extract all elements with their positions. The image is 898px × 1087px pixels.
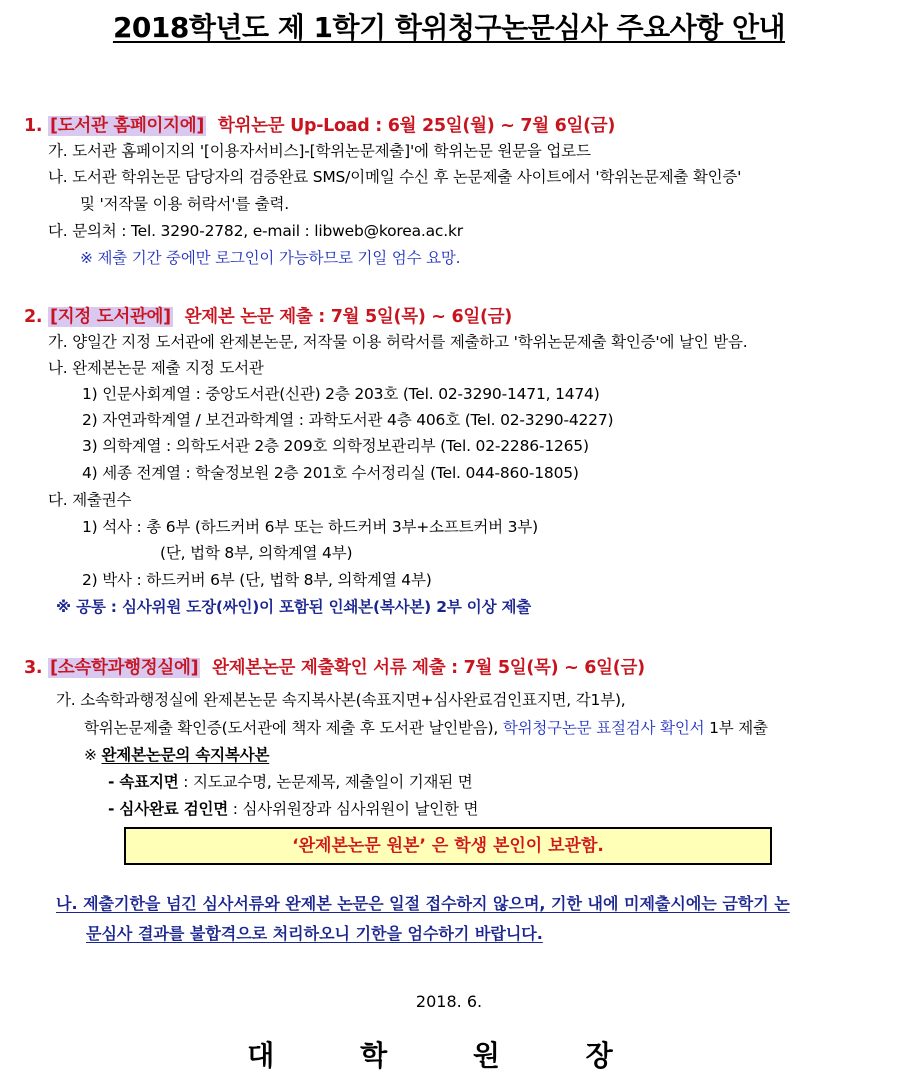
library-item: 2) 자연과학계열 / 보건과학계열 : 과학도서관 4층 406호 (Tel. 02-3290-4227) <box>82 411 614 429</box>
note-title: 완제본논문의 속지복사본 <box>101 746 270 764</box>
section-1-item-ga: 가. 도서관 홈페이지의 '[이용자서비스]-[학위논문제출]'에 학위논문 원문을 업로드 <box>48 142 591 160</box>
document-date: 2018. 6. <box>415 992 483 1011</box>
section-3-item-ga: 가. 소속학과행정실에 완제본논문 속지복사본(속표지면+심사완료검인표지면, 각1부), <box>56 691 626 709</box>
section-1-number: 1. <box>24 116 43 136</box>
library-item: 1) 인문사회계열 : 중앙도서관(신관) 2층 203호 (Tel. 02-3290-1471, 1474) <box>82 385 600 403</box>
cover-page-label: - 속표지면 <box>108 773 179 791</box>
section-3-place: [소속학과행정실에] <box>50 658 199 678</box>
approval-page-text: : 심사위원장과 심사위원이 날인한 면 <box>232 800 479 818</box>
section-2-item-da: 다. 제출권수 <box>48 491 132 509</box>
cover-page-item <box>108 770 473 792</box>
section-2-number: 2. <box>24 307 43 327</box>
section-1-note: ※ 제출 기간 중에만 로그인이 가능하므로 기일 엄수 요망. <box>80 249 461 267</box>
note-mark: ※ <box>84 746 97 764</box>
section-2-place: [지정 도서관에] <box>50 307 171 327</box>
section-2-item-ga: 가. 양일간 지정 도서관에 완제본논문, 저작물 이용 허락서를 제출하고 '학위논문제출 확인증'에 날인 받음. <box>48 333 748 351</box>
section-3-note <box>84 743 269 765</box>
deadline-warning: 나. 제출기한을 넘긴 심사서류와 완제본 논문은 일절 접수하지 않으며, 기한 내에 미제출시에는 금학기 논 <box>56 894 790 913</box>
submission-certificate: 학위논문제출 확인증(도서관에 책자 제출 후 도서관 날인받음), <box>84 719 499 737</box>
section-1-place: [도서관 홈페이지에] <box>50 116 205 136</box>
section-1-heading <box>24 112 615 137</box>
library-item: 4) 세종 전계열 : 학술정보원 2층 201호 수서정리실 (Tel. 044-860-1805) <box>82 464 579 482</box>
master-copies-exception: (단, 법학 8부, 의학계열 4부) <box>160 544 353 562</box>
section-2-item-na: 나. 완제본논문 제출 지정 도서관 <box>48 359 264 377</box>
master-copies: 1) 석사 : 총 6부 (하드커버 6부 또는 하드커버 3부+소프트커버 3부) <box>82 518 538 536</box>
cover-page-text: : 지도교수명, 논문제목, 제출일이 기재된 면 <box>183 773 473 791</box>
section-3-number: 3. <box>24 658 43 678</box>
library-item: 3) 의학계열 : 의학도서관 2층 209호 의학정보관리부 (Tel. 02-2286-1265) <box>82 437 589 455</box>
section-2-heading <box>24 303 512 328</box>
section-1-item-na-cont: 및 '저작물 이용 허락서'를 출력. <box>80 195 290 213</box>
section-1-item-da: 다. 문의처 : Tel. 3290-2782, e-mail : libweb@korea.ac.kr <box>48 222 463 240</box>
plagiarism-check-certificate: 학위청구논문 표절검사 확인서 <box>502 719 705 737</box>
section-1-item-na: 나. 도서관 학위논문 담당자의 검증완료 SMS/이메일 수신 후 논문제출 사이트에서 '학위논문제출 확인증' <box>48 168 742 186</box>
doctor-copies: 2) 박사 : 하드커버 6부 (단, 법학 8부, 의학계열 4부) <box>82 571 432 589</box>
approval-page-label: - 심사완료 검인면 <box>108 800 229 818</box>
section-3-item-ga-cont <box>84 716 768 738</box>
page-title: 2018학년도 제 1학기 학위청구논문심사 주요사항 안내 <box>112 11 786 44</box>
section-2-title: 완제본 논문 제출 : 7월 5일(목) ~ 6일(금) <box>184 307 512 327</box>
deadline-warning-cont: 문심사 결과를 불합격으로 처리하오니 기한을 엄수하기 바랍니다. <box>86 924 543 943</box>
approval-page-item <box>108 797 478 819</box>
common-note: ※ 공통 : 심사위원 도장(싸인)이 포함된 인쇄본(복사본) 2부 이상 제출 <box>56 598 532 616</box>
original-copy-notice: ‘완제본논문 원본’ 은 학생 본인이 보관함. <box>124 827 772 865</box>
section-1-title: 학위논문 Up-Load : 6월 25일(월) ~ 7월 6일(금) <box>217 116 616 136</box>
copies-count: 1부 제출 <box>709 719 768 737</box>
section-3-title: 완제본논문 제출확인 서류 제출 : 7월 5일(목) ~ 6일(금) <box>212 658 645 678</box>
issuer-signature: 대 학 원 장 <box>247 1039 651 1072</box>
section-3-heading <box>24 654 645 679</box>
